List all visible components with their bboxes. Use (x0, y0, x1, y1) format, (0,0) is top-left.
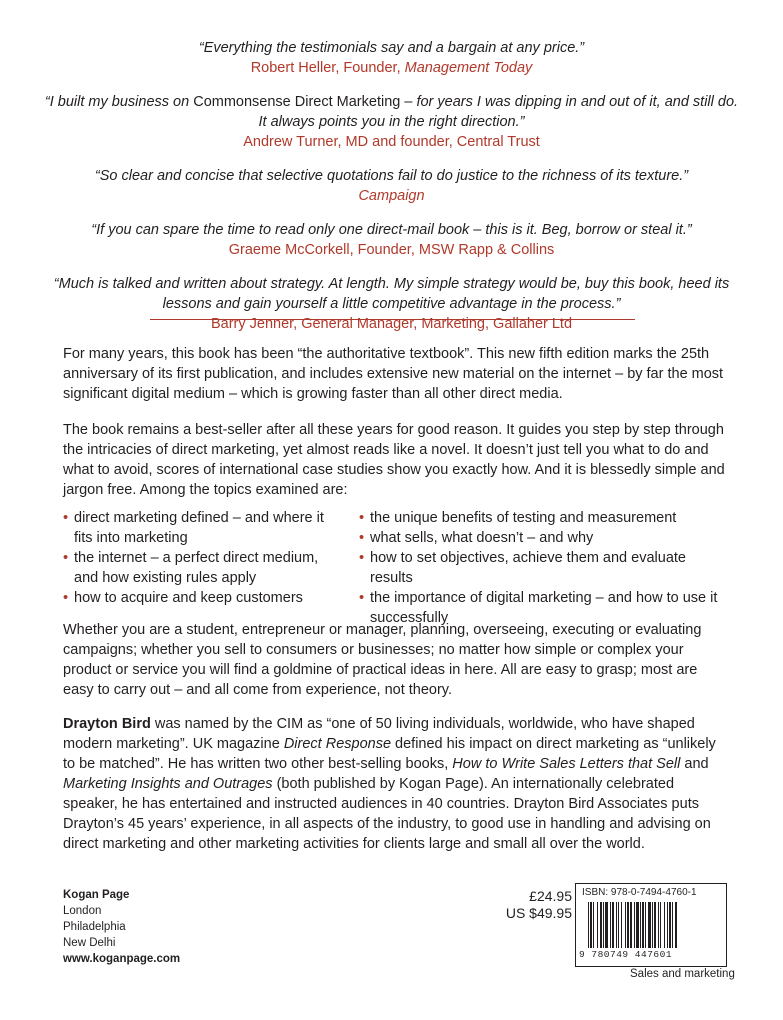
isbn-label: ISBN: 978-0-7494-4760-1 (582, 887, 697, 898)
book-title: Marketing Insights and Outrages (63, 776, 273, 792)
barcode-bar (588, 902, 589, 948)
barcode-bar (658, 902, 659, 948)
barcode-bar (654, 902, 656, 948)
reason-paragraph: The book remains a best-seller after all these years for good reason. It guides you step by step through the intricacies of direct marketing, yet almost reads like a novel. It doesn’t just tell you what to do and what to avoid, scores of international case studies show you exactly how. And it is blessedly simple and jargon free. Among the topics examined are: (63, 422, 725, 498)
topics-right-column (359, 508, 725, 628)
barcode-bar (603, 902, 604, 948)
topic-text: what sells, what doesn’t – and why (370, 530, 594, 546)
barcode-bar (605, 902, 608, 948)
book-title: How to Write Sales Letters that Sell (452, 756, 681, 772)
intro-paragraph: For many years, this book has been “the authoritative textbook”. This new fifth edition marks the 25th anniversary of its first publication, and includes extensive new material on the internet – by far the most significant digital medium – which is growing faster than all other direct media. (63, 346, 724, 402)
bullet-icon: • (63, 550, 69, 566)
topic-item (63, 588, 333, 608)
barcode-bar (590, 902, 592, 948)
testimonial-text: “If you can spare the time to read only one direct-mail book – this is it. Beg, borrow or steal it.” (91, 222, 692, 238)
bullet-icon: • (63, 510, 69, 526)
barcode-bar (652, 902, 653, 948)
barcode-bar (645, 902, 646, 948)
bio-text: and (680, 756, 709, 772)
publisher-block (63, 887, 180, 967)
attribution-name: Robert Heller, Founder, (250, 60, 405, 76)
barcode-bar (600, 902, 602, 948)
barcode-bar (593, 902, 594, 948)
topic-text: the internet – a perfect direct medium, and how existing rules apply (74, 550, 319, 586)
topic-text: how to acquire and keep customers (74, 590, 303, 606)
author-name: Drayton Bird (63, 716, 151, 732)
attribution-publication: Management Today (404, 60, 533, 76)
topic-item (359, 508, 725, 528)
bullet-icon: • (359, 590, 365, 606)
testimonial-text: “Everything the testimonials say and a bargain at any price.” (198, 40, 585, 56)
barcode-bar (642, 902, 644, 948)
testimonial-3 (40, 166, 743, 206)
barcode-bar (640, 902, 641, 948)
bullet-icon: • (359, 510, 365, 526)
price-usd: US $49.95 (505, 905, 572, 921)
bio-text: (both published by Kogan Page). An internationally celebrated speaker, he has entertained and instructed audiences in 40 countries. Drayton Bird Associates puts Drayton’s 45 years’ experience, in all aspects of the industry, to good use in handling and advising on direct marketing and other marketing activities for clients large and small all over the world. (63, 776, 711, 852)
category-label: Sales and marketing (630, 968, 735, 980)
barcode-bar (634, 902, 635, 948)
topic-item (359, 528, 725, 548)
barcode-bar (667, 902, 668, 948)
barcode-bar (636, 902, 639, 948)
barcode-bar (597, 902, 598, 948)
barcode-bar (648, 902, 651, 948)
barcode-bar (630, 902, 632, 948)
topics-left-column (63, 508, 333, 608)
barcode-image (588, 902, 714, 948)
barcode-bar (616, 902, 617, 948)
testimonial-text (40, 92, 743, 132)
price-gbp: £24.95 (529, 888, 572, 904)
author-bio-paragraph (63, 714, 725, 854)
magazine-title: Direct Response (283, 736, 392, 752)
testimonial-5 (40, 274, 743, 334)
testimonial-attribution: Barry Jenner, General Manager, Marketing, Gallaher Ltd (210, 316, 573, 332)
barcode-bar (621, 902, 622, 948)
testimonial-attribution (40, 186, 743, 206)
barcode-bar (669, 902, 671, 948)
bullet-icon: • (359, 550, 365, 566)
testimonial-attribution (40, 58, 743, 78)
audience-paragraph: Whether you are a student, entrepreneur or manager, planning, overseeing, executing or evaluating campaigns; whether you sell to consumers or businesses; no matter how simple or complex your product or service you will find a goldmine of practical ideas in here. All are easy to grasp; most are easy to carry out – and all come from experience, not theory. (63, 622, 702, 698)
testimonial-text: “Much is talked and written about strategy. At length. My simple strategy would be, buy this book, heed its lessons and gain yourself a little competitive advantage in the process.” (53, 276, 730, 312)
publisher-city: New Delhi (63, 937, 116, 949)
barcode-bar (664, 902, 665, 948)
testimonial-1 (40, 38, 743, 78)
barcode-bar (660, 902, 661, 948)
testimonial-2 (40, 92, 743, 152)
barcode-bar (610, 902, 611, 948)
testimonial-attribution: Graeme McCorkell, Founder, MSW Rapp & Collins (228, 242, 555, 258)
publisher-url: www.koganpage.com (63, 953, 181, 965)
barcode-bar (627, 902, 629, 948)
testimonial-attribution: Andrew Turner, MD and founder, Central Trust (243, 134, 540, 150)
topic-item (63, 548, 333, 588)
book-title: Commonsense Direct Marketing (193, 94, 401, 110)
topic-text: the unique benefits of testing and measurement (370, 510, 677, 526)
barcode-bar (612, 902, 614, 948)
quote-part: “I built my business on (44, 94, 194, 110)
bullet-icon: • (359, 530, 365, 546)
publisher-city: London (63, 905, 102, 917)
topic-item (63, 508, 333, 548)
barcode-bar (675, 902, 677, 948)
barcode-box (575, 883, 727, 967)
barcode-bar (672, 902, 673, 948)
publisher-city: Philadelphia (63, 921, 126, 933)
barcode-digits: 9 780749 447601 (579, 949, 673, 960)
barcode-bar (618, 902, 619, 948)
quote-part: – for years I was dipping in and out of it, and still do. It always points you in the right direction.” (258, 94, 739, 130)
topic-text: direct marketing defined – and where it fits into marketing (74, 510, 324, 546)
bio-text: defined his impact on direct marketing as “unlikely to be matched”. He has written two other best-selling books, (63, 736, 716, 772)
attribution-publication: Campaign (358, 188, 425, 204)
topic-text: the importance of digital marketing – and how to use it successfully (370, 590, 718, 626)
publisher-name: Kogan Page (63, 889, 130, 901)
price-block (470, 888, 572, 922)
testimonial-text: “So clear and concise that selective quotations fail to do justice to the richness of its texture.” (94, 168, 689, 184)
testimonials (40, 38, 743, 348)
topic-text: how to set objectives, achieve them and evaluate results (370, 550, 686, 586)
barcode-bar (625, 902, 626, 948)
topic-item (359, 548, 725, 588)
divider-rule (150, 319, 635, 320)
testimonial-4 (40, 220, 743, 260)
bullet-icon: • (63, 590, 69, 606)
bio-text: was named by the CIM as “one of 50 living individuals, worldwide, who have shaped modern marketing”. UK magazine (63, 716, 695, 752)
